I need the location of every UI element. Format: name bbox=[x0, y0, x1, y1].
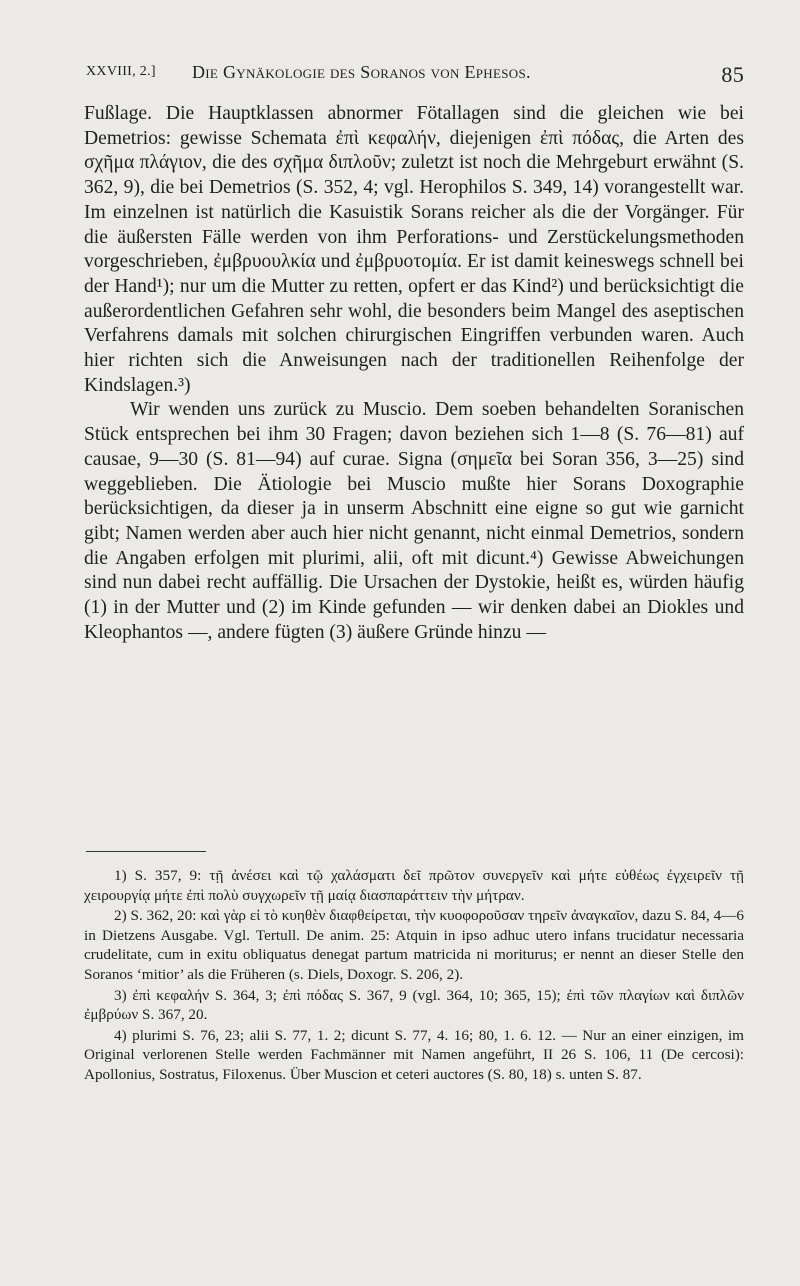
footnote-divider bbox=[86, 851, 206, 852]
paragraph-1: Fußlage. Die Hauptklassen abnormer Fötallagen sind die gleichen wie bei Demetrios: gewisse Schemata ἐπὶ κεφαλήν, diejenigen ἐπὶ πόδας, die Arten des σχῆμα πλάγιον, die des σχῆμα διπλοῦν; zuletzt ist noch die Mehrgeburt erwähnt (S. 362, 9), die bei Demetrios (S. 352, 4; vgl. Herophilos S. 349, 14) vorangestellt war. Im einzelnen ist natürlich die Kasuistik Sorans reicher als die der Vorgänger. Für die äußersten Fälle werden von ihm Perforations- und Zerstückelungsmethoden vorgeschrieben, ἐμβρυουλκία und ἐμβρυοτομία. Er ist damit keineswegs schnell bei der Hand¹); nur um die Mutter zu retten, opfert er das Kind²) und berücksichtigt die außerordentlichen Gefahren sehr wohl, die besonders beim Mangel des aseptischen Verfahrens damals mit solchen chirurgischen Eingriffen verbunden waren. Auch hier richten sich die Anweisungen nach der traditionellen Reihenfolge der Kindslagen.³) bbox=[84, 103, 744, 396]
footnote-1: 1) S. 357, 9: τῇ ἀνέσει καὶ τῷ χαλάσματι δεῖ πρῶτον συνεργεῖν καὶ μήτε εὐθέως ἐγχειρεῖν τῇ χειρουργίᾳ μήτε ἐπὶ πολὺ συγχωρεῖν τῇ μαίᾳ διασπαράττειν τὴν μήτραν. bbox=[84, 867, 744, 904]
main-text bbox=[84, 102, 744, 645]
footnotes bbox=[84, 866, 744, 1086]
footnote-4: 4) plurimi S. 76, 23; alii S. 77, 1. 2; dicunt S. 77, 4. 16; 80, 1. 6. 12. — Nur an einer einzigen, im Original verlorenen Stelle werden Fachmänner mit Namen angeführt, II 26 S. 106, 11 (De cercosi): Apollonius, Sostratus, Filoxenus. Über Muscion et ceteri auctores (S. 80, 18) s. unten S. 87. bbox=[84, 1026, 744, 1083]
running-header bbox=[86, 58, 744, 92]
running-title: Die Gynäkologie des Soranos von Ephesos. bbox=[192, 62, 531, 82]
footnote-3: 3) ἐπὶ κεφαλήν S. 364, 3; ἐπὶ πόδας S. 367, 9 (vgl. 364, 10; 365, 15); ἐπὶ τῶν πλαγίων καὶ διπλῶν ἐμβρύων S. 367, 20. bbox=[84, 986, 744, 1024]
footnote-2: 2) S. 362, 20: καὶ γὰρ εἰ τὸ κυηθὲν διαφθείρεται, τὴν κυοφοροῦσαν τηρεῖν ἀναγκαῖον, dazu S. 84, 4—6 in Dietzens Ausgabe. Vgl. Tertull. De anim. 25: Atquin in ipso adhuc utero infans trucidatur necessaria crudelitate, cum in exitu obliquatus denegat partum matricida ni moriturus; er nennt an dieser Stelle den Soranos ‘mitior’ als die Früheren (s. Diels, Doxogr. S. 206, 2). bbox=[84, 907, 744, 983]
page-number: 85 bbox=[721, 62, 744, 87]
section-reference: XXVIII, 2.] bbox=[86, 64, 156, 79]
paragraph-2: Wir wenden uns zurück zu Muscio. Dem soeben behandelten Soranischen Stück entsprechen bei ihm 30 Fragen; davon beziehen sich 1—8 (S. 76—81) auf causae, 9—30 (S. 81—94) auf curae. Signa (σημεῖα bei Soran 356, 3—25) sind weggeblieben. Die Ätiologie bei Muscio mußte hier Sorans Doxographie berücksichtigen, da dieser ja in unserm Abschnitt eine eigne so gut wie garnicht gibt; Namen werden aber auch hier nicht genannt, nicht einmal Demetrios, sondern die Angaben erfolgen mit plurimi, alii, oft mit dicunt.⁴) Gewisse Abweichungen sind nun dabei recht auffällig. Die Ursachen der Dystokie, heißt es, würden häufig (1) in der Mutter und (2) im Kinde gefunden — wir denken dabei an Diokles und Kleophantos —, andere fügten (3) äußere Gründe hinzu — bbox=[84, 399, 744, 643]
